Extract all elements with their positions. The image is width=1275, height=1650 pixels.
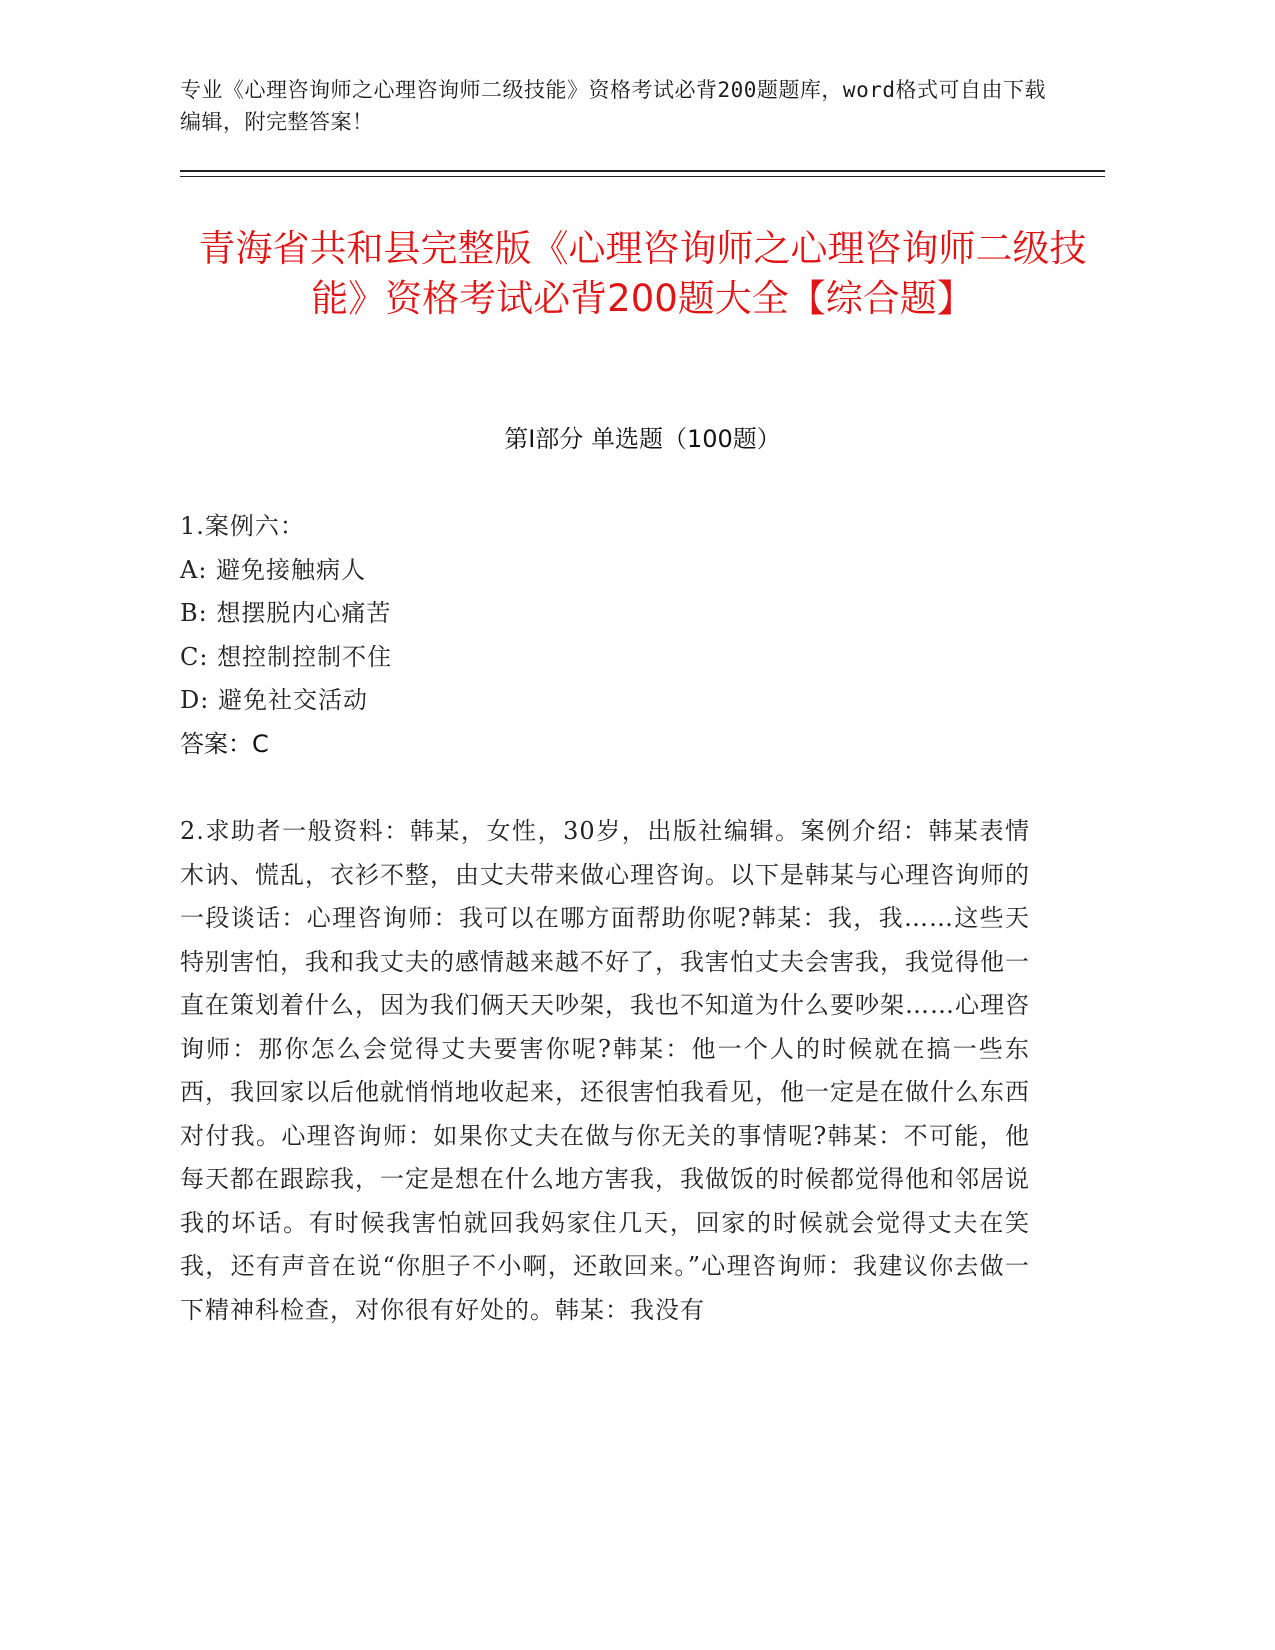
question-1-option-b: B: 想摆脱内心痛苦 [180,599,392,627]
question-1-option-c: C: 想控制控制不住 [180,642,393,671]
question-1-stem: 1.案例六： [180,512,305,540]
header-note: 专业《心理咨询师之心理咨询师二级技能》资格考试必背200题题库，word格式可自由下载编辑，附完整答案！ [180,78,1046,134]
question-1-option-d: D: 避免社交活动 [180,686,368,714]
question-1 [180,505,1030,766]
section-title: 第Ⅰ部分 单选题（100题） [504,425,781,453]
question-1-answer: 答案：C [180,729,269,758]
header-divider-thin [180,176,1105,177]
header-divider-thick [180,170,1105,172]
question-list [180,505,1030,1376]
question-2-stem: 2.求助者一般资料：韩某，女性，30岁，出版社编辑。案例介绍：韩某表情木讷、慌乱，衣衫不整，由丈夫带来做心理咨询。以下是韩某与心理咨询师的一段谈话：心理咨询师：我可以在哪方面帮助你呢?韩某：我，我……这些天特别害怕，我和我丈夫的感情越来越不好了，我害怕丈夫会害我，我觉得他一直在策划着什么，因为我们俩天天吵架，我也不知道为什么要吵架……心理咨询师：那你怎么会觉得丈夫要害你呢?韩某：他一个人的时候就在搞一些东西，我回家以后他就悄悄地收起来，还很害怕我看见，他一定是在做什么东西对付我。心理咨询师：如果你丈夫在做与你无关的事情呢?韩某：不可能，他每天都在跟踪我，一定是想在什么地方害我，我做饭的时候都觉得他和邻居说我的坏话。有时候我害怕就回我妈家住几天，回家的时候就会觉得丈夫在笑我，还有声音在说“你胆子不小啊，还敢回来。”心理咨询师：我建议你去做一下精神科检查，对你很有好处的。韩某：我没有 [180,817,1030,1324]
document-title: 青海省共和县完整版《心理咨询师之心理咨询师二级技能》资格考试必背200题大全【综合题】 [198,227,1087,320]
question-1-option-a: A: 避免接触病人 [180,555,367,584]
question-2 [180,810,1030,1332]
